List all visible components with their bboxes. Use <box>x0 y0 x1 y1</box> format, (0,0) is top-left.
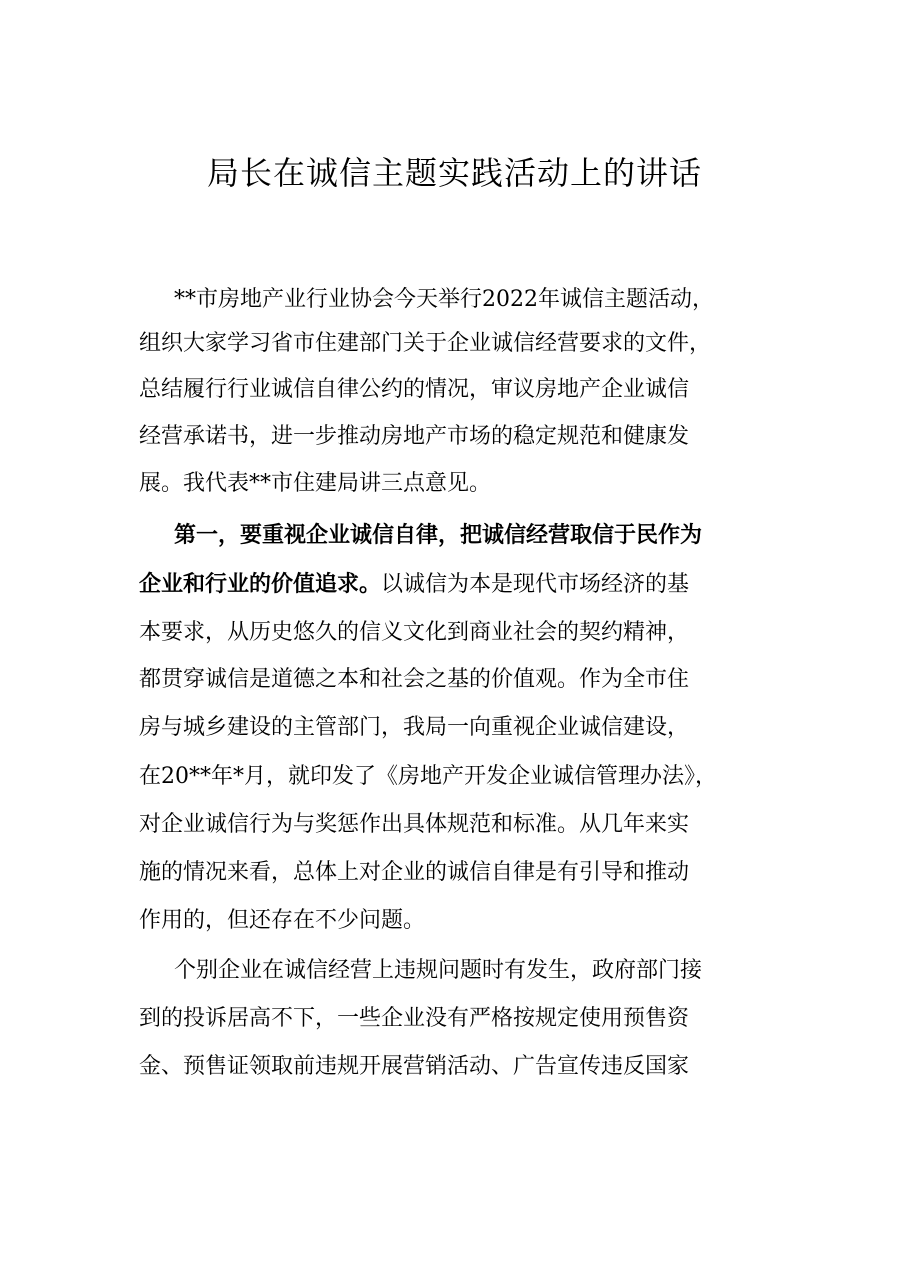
section-heading-line: 第一，要重视企业诚信自律，把诚信经营取信于民作为 <box>174 522 703 548</box>
paragraph-line: 施的情况来看，总体上对企业的诚信自律是有引导和推动 <box>139 860 690 885</box>
paragraph-line: 组织大家学习省市住建部门关于企业诚信经营要求的文件， <box>139 331 712 356</box>
paragraph-line: 房与城乡建设的主管部门，我局一向重视企业诚信建设， <box>139 715 690 740</box>
paragraph-line: 作用的，但还存在不少问题。 <box>139 908 426 933</box>
paragraph-line: 在20**年*月，就印发了《房地产开发企业诚信管理办法》， <box>139 764 717 789</box>
paragraph-line: 展。我代表**市住建局讲三点意见。 <box>139 471 492 496</box>
paragraph-line: 总结履行行业诚信自律公约的情况，审议房地产企业诚信 <box>139 377 690 402</box>
paragraph-line: 经营承诺书，进一步推动房地产市场的稳定规范和健康发 <box>139 424 690 449</box>
paragraph-line: 本要求，从历史悠久的信义文化到商业社会的契约精神， <box>139 620 690 645</box>
paragraph-line: 都贯穿诚信是道德之本和社会之基的价值观。作为全市住 <box>139 667 690 692</box>
paragraph-line: 到的投诉居高不下，一些企业没有严格按规定使用预售资 <box>139 1006 690 1031</box>
paragraph-line: 个别企业在诚信经营上违规问题时有发生，政府部门接 <box>174 958 703 983</box>
paragraph-line: 金、预售证领取前违规开展营销活动、广告宣传违反国家 <box>139 1054 690 1079</box>
paragraph-line: 对企业诚信行为与奖惩作出具体规范和标准。从几年来实 <box>139 812 690 837</box>
section-heading-continuation: 企业和行业的价值追求。 <box>139 571 382 597</box>
paragraph-line-mixed <box>139 570 689 599</box>
paragraph-line: **市房地产业行业协会今天举行2022年诚信主题活动， <box>174 287 714 312</box>
paragraph-text: 以诚信为本是现代市场经济的基 <box>381 572 690 597</box>
document-title: 局长在诚信主题实践活动上的讲话 <box>206 154 702 192</box>
